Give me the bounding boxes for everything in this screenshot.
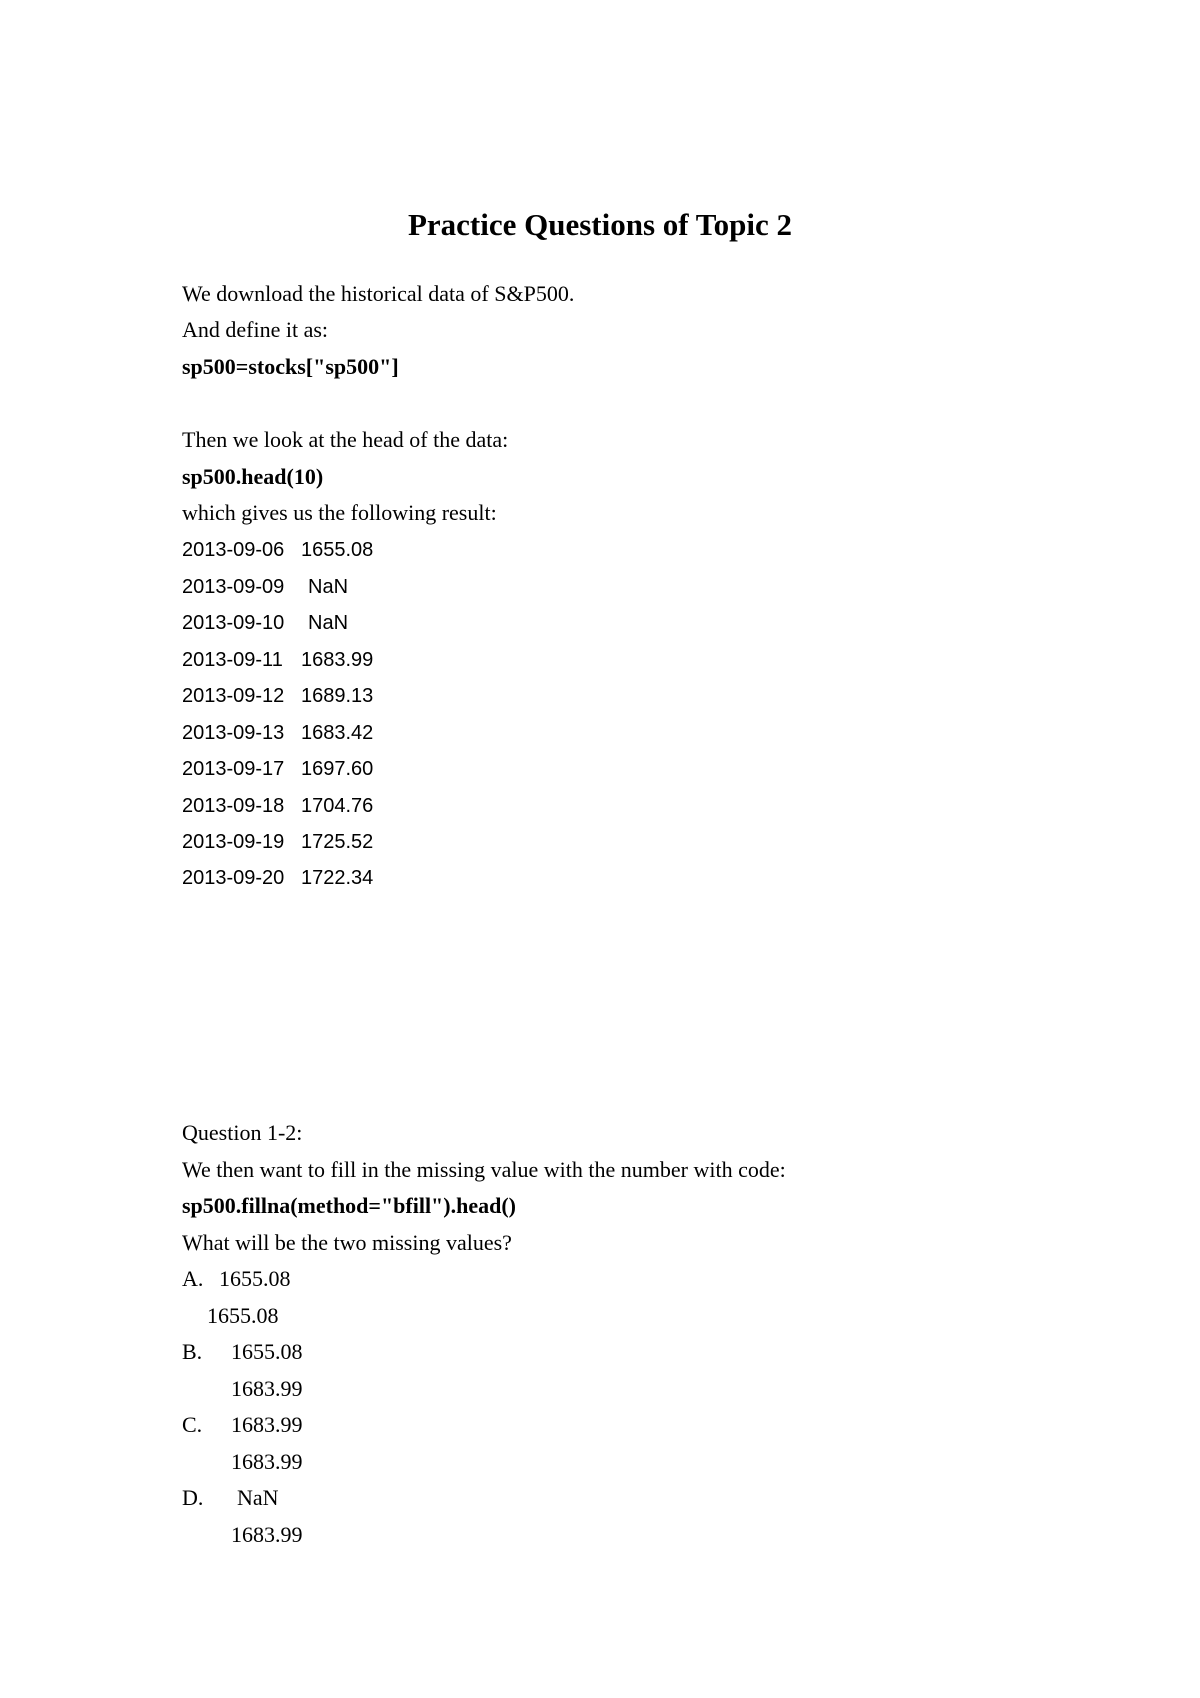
row-date: 2013-09-18 [182,795,285,817]
row-date: 2013-09-19 [182,831,285,853]
option-letter: C. [182,1412,203,1437]
row-value: NaN [308,576,349,598]
row-date: 2013-09-12 [182,685,285,707]
table-row [182,611,398,635]
option-letter: B. [182,1339,203,1364]
option-first-value: 1655.08 [231,1339,303,1364]
question-prompt: We then want to fill in the missing value with the number with code: [182,1157,786,1182]
row-value: 1683.42 [301,722,374,744]
intro-line-2: And define it as: [182,317,329,342]
option-letter: A. [182,1266,204,1291]
question-label: Question 1-2: [182,1120,303,1145]
row-value: 1683.99 [301,649,374,671]
page-title: Practice Questions of Topic 2 [407,207,793,242]
option-first-value: 1683.99 [231,1412,303,1437]
option-second-value: 1683.99 [231,1522,303,1547]
code-line-1: sp500=stocks["sp500"] [182,354,399,379]
option-letter: D. [182,1485,204,1510]
question-ask: What will be the two missing values? [182,1230,512,1255]
row-date: 2013-09-06 [182,539,285,561]
row-date: 2013-09-20 [182,867,285,889]
row-value: NaN [308,612,349,634]
option-second-value: 1683.99 [231,1449,303,1474]
table-row [182,648,391,672]
option-second-value: 1683.99 [231,1376,303,1401]
row-value: 1704.76 [301,795,374,817]
table-row [182,575,398,599]
row-value: 1697.60 [301,758,374,780]
row-value: 1722.34 [301,867,374,889]
intro-line-1: We download the historical data of S&P500. [182,281,575,306]
row-date: 2013-09-13 [182,722,285,744]
row-value: 1689.13 [301,685,374,707]
option-first-value: NaN [237,1485,279,1510]
option-second-value: 1655.08 [207,1303,279,1328]
row-date: 2013-09-17 [182,758,285,780]
row-value: 1655.08 [301,539,374,561]
row-date: 2013-09-10 [182,612,285,634]
intro-line-3: Then we look at the head of the data: [182,427,509,452]
table-row [182,830,391,854]
table-row [182,721,391,745]
row-date: 2013-09-09 [182,576,285,598]
question-code: sp500.fillna(method="bfill").head() [182,1193,516,1218]
table-row [182,866,391,890]
row-value: 1725.52 [301,831,374,853]
intro-line-4: which gives us the following result: [182,500,497,525]
table-row [182,794,391,818]
code-line-2: sp500.head(10) [182,464,324,489]
row-date: 2013-09-11 [182,649,283,671]
option-first-value: 1655.08 [219,1266,291,1291]
table-row [182,538,391,562]
table-row [182,757,391,781]
table-row [182,684,391,708]
